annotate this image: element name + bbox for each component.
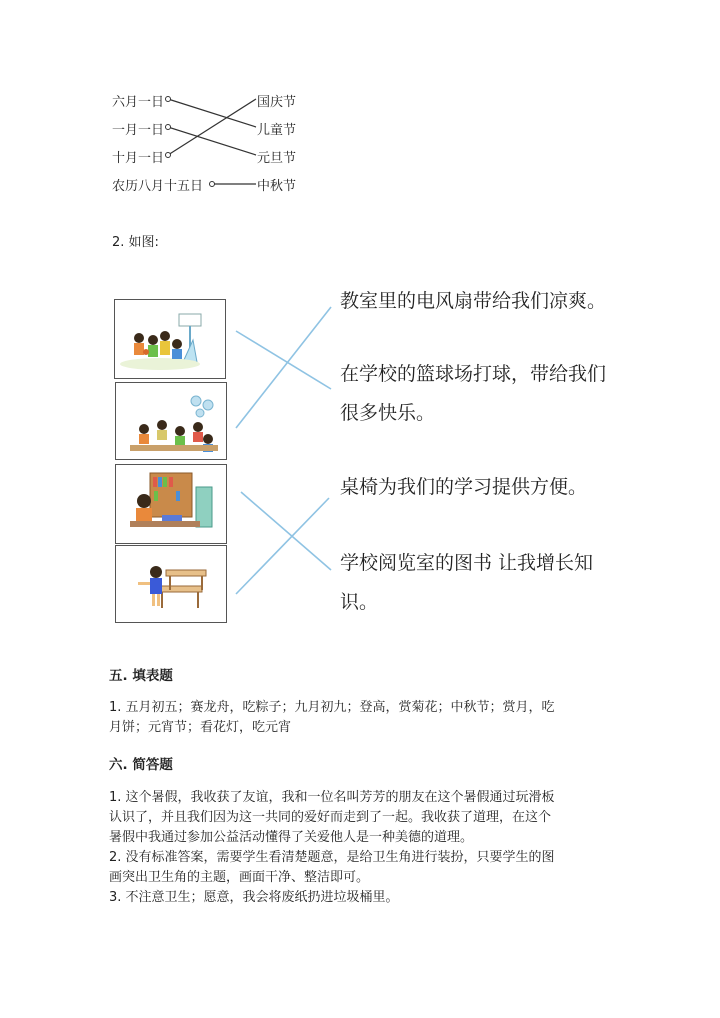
match-line-june-childrens (168, 99, 256, 127)
match-line-desks (236, 498, 329, 594)
match-line-books (241, 492, 331, 570)
match-line-basketball (236, 331, 331, 389)
classroom-fan-picture (115, 382, 227, 460)
section6-line-6: 3. 不注意卫生；愿意，我会将废纸扔进垃圾桶里。 (109, 890, 399, 905)
section6-line-5: 画突出卫生角的主题，画面干净、整洁即可。 (109, 870, 370, 885)
sentence-basketball-line2: 很多快乐。 (340, 402, 436, 424)
left-item-lunar-aug-15: 农历八月十五日 (112, 179, 204, 194)
basketball-court-picture (114, 299, 226, 379)
right-item-childrens-day: 儿童节 (257, 123, 297, 138)
left-item-january-first: 一月一日 (112, 123, 165, 138)
sentence-books-line1: 学校阅览室的图书 让我增长知 (340, 552, 594, 574)
section6-line-3: 暑假中我通过参加公益活动懂得了关爱他人是一种美德的道理。 (109, 830, 474, 845)
right-item-mid-autumn: 中秋节 (257, 179, 297, 194)
match-line-fan (236, 307, 331, 428)
section5-line-2: 月饼；元宵节；看花灯，吃元宵 (109, 720, 292, 735)
right-item-new-year: 元旦节 (257, 151, 297, 166)
sentence-fan: 教室里的电风扇带给我们凉爽。 (340, 290, 607, 312)
desks-chairs-picture (115, 545, 227, 623)
match-line-oct-national (168, 99, 256, 155)
section2-label: 2. 如图: (112, 235, 159, 250)
left-item-june-first: 六月一日 (112, 95, 165, 110)
section6-title: 六. 简答题 (109, 757, 173, 773)
section6-line-2: 认识了，并且我们因为这一共同的爱好而走到了一起。我收获了道理，在这个 (109, 810, 552, 825)
sentence-books-line2: 识。 (340, 591, 379, 613)
right-item-national-day: 国庆节 (257, 95, 297, 110)
sentence-desks: 桌椅为我们的学习提供方便。 (340, 476, 588, 498)
matching-lines-1 (0, 0, 720, 220)
reading-room-picture (115, 464, 227, 544)
section6-line-1: 1. 这个暑假，我收获了友谊，我和一位名叫芳芳的朋友在这个暑假通过玩滑板 (109, 790, 555, 805)
section5-title: 五. 填表题 (109, 668, 173, 684)
sentence-basketball-line1: 在学校的篮球场打球，带给我们 (340, 363, 607, 385)
section5-line-1: 1. 五月初五；赛龙舟，吃粽子；九月初九；登高，赏菊花；中秋节；赏月，吃 (109, 700, 555, 715)
section6-line-4: 2. 没有标准答案，需要学生看清楚题意，是给卫生角进行装扮，只要学生的图 (109, 850, 555, 865)
match-line-jan-newyear (168, 127, 256, 155)
left-item-october-first: 十月一日 (112, 151, 165, 166)
